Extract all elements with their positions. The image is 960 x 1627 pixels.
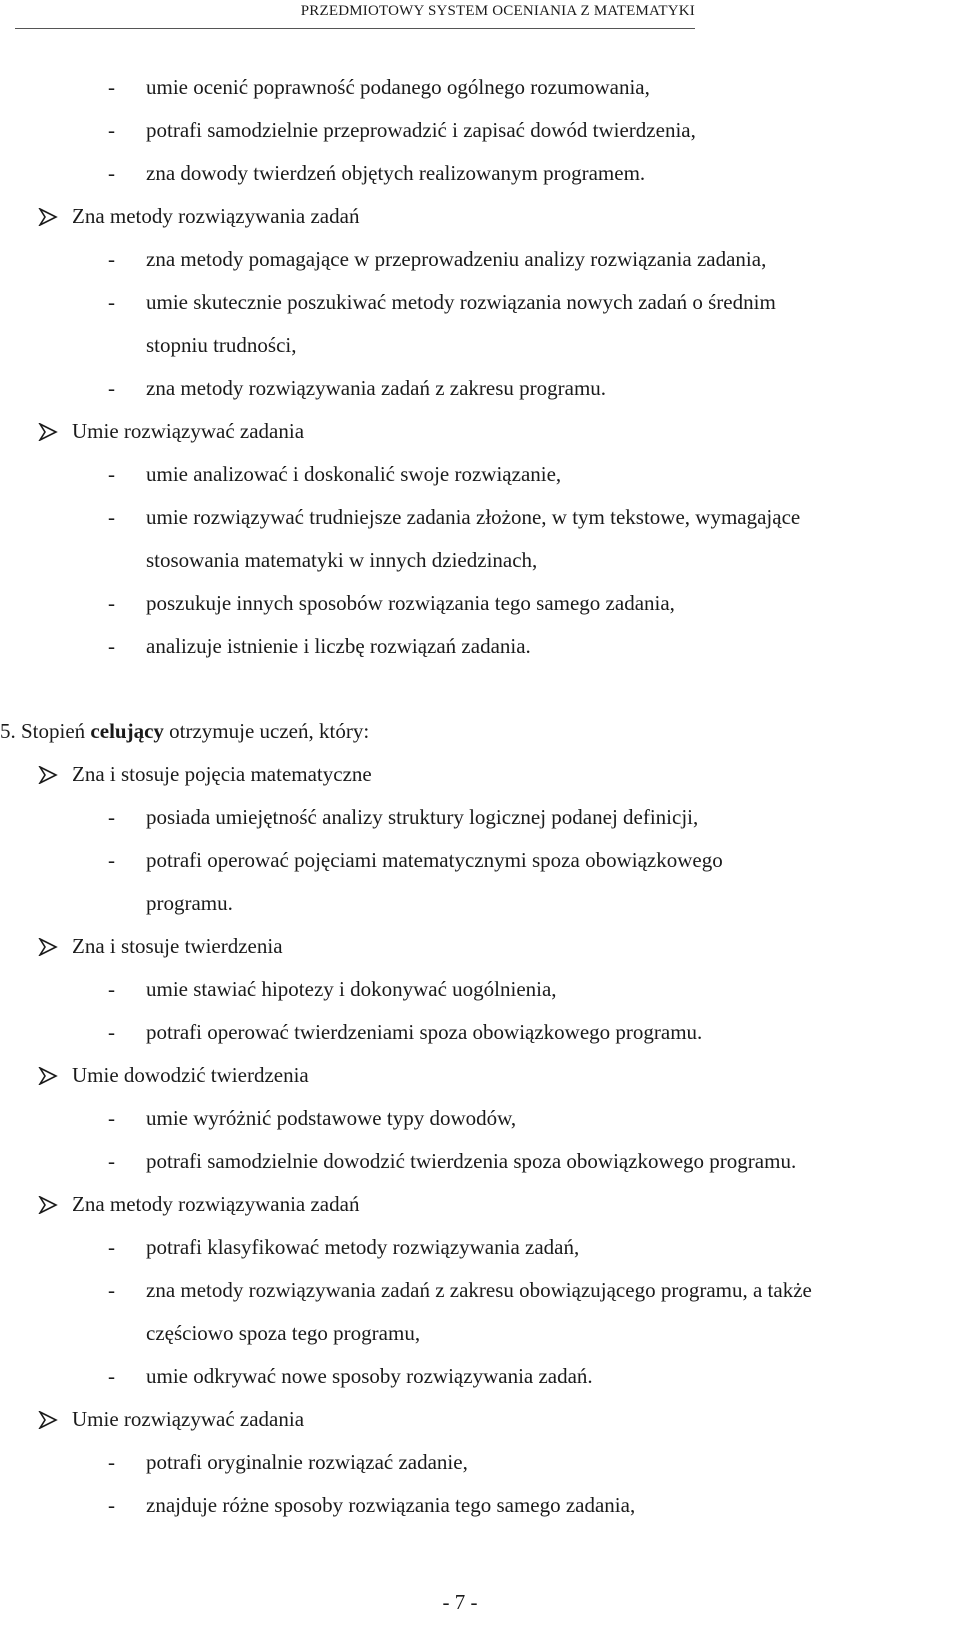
- arrow-bullet-icon: [38, 423, 58, 441]
- section-heading: Zna i stosuje twierdzenia: [0, 925, 960, 968]
- list-dash: -: [108, 1149, 115, 1173]
- list-item-continuation: programu.: [146, 891, 233, 915]
- page-number: - 7 -: [442, 1590, 478, 1614]
- list-dash: -: [108, 462, 115, 486]
- list-dash: -: [108, 1020, 115, 1044]
- list-item-continuation: stosowania matematyki w innych dziedzinach,: [146, 548, 538, 572]
- list-item: - potrafi samodzielnie dowodzić twierdzenia spoza obowiązkowego programu.: [0, 1140, 960, 1183]
- arrow-bullet-icon: [38, 1411, 58, 1429]
- arrow-bullet-icon: [38, 208, 58, 226]
- list-dash: -: [108, 290, 115, 314]
- section-heading: Zna i stosuje pojęcia matematyczne: [0, 753, 960, 796]
- arrow-bullet-icon: [38, 938, 58, 956]
- arrow-bullet-icon: [38, 1067, 58, 1085]
- list-item: - znajduje różne sposoby rozwiązania tego samego zadania,: [0, 1484, 960, 1527]
- list-dash: -: [108, 247, 115, 271]
- list-item: - potrafi oryginalnie rozwiązać zadanie,: [0, 1441, 960, 1484]
- list-dash: -: [108, 634, 115, 658]
- list-item: - potrafi operować pojęciami matematycznymi spoza obowiązkowego: [0, 839, 960, 882]
- section-heading: Umie dowodzić twierdzenia: [0, 1054, 960, 1097]
- list-item: - umie analizować i doskonalić swoje rozwiązanie,: [0, 453, 960, 496]
- list-item-continuation: częściowo spoza tego programu,: [146, 1321, 421, 1345]
- spacer: [0, 668, 960, 710]
- arrow-bullet-icon: [38, 766, 58, 784]
- section-heading: Umie rozwiązywać zadania: [0, 1398, 960, 1441]
- list-item: - umie odkrywać nowe sposoby rozwiązywania zadań.: [0, 1355, 960, 1398]
- list-dash: -: [108, 505, 115, 529]
- list-item: - umie stawiać hipotezy i dokonywać uogólnienia,: [0, 968, 960, 1011]
- list-item: - umie wyróżnić podstawowe typy dowodów,: [0, 1097, 960, 1140]
- list-item: - umie ocenić poprawność podanego ogólnego rozumowania,: [0, 66, 960, 109]
- list-dash: -: [108, 75, 115, 99]
- list-item: - poszukuje innych sposobów rozwiązania tego samego zadania,: [0, 582, 960, 625]
- list-dash: -: [108, 1235, 115, 1259]
- list-item: - umie rozwiązywać trudniejsze zadania złożone, w tym tekstowe, wymagające: [0, 496, 960, 539]
- page-content: [0, 66, 960, 1527]
- section-title: 5. Stopień celujący otrzymuje uczeń, który:: [0, 719, 370, 743]
- list-item: - potrafi operować twierdzeniami spoza obowiązkowego programu.: [0, 1011, 960, 1054]
- list-item: - zna metody rozwiązywania zadań z zakresu obowiązującego programu, a także: [0, 1269, 960, 1312]
- page-header: PRZEDMIOTOWY SYSTEM OCENIANIA Z MATEMATYKI: [15, 0, 695, 29]
- arrow-bullet-icon: [38, 1196, 58, 1214]
- section-heading: Zna metody rozwiązywania zadań: [0, 1183, 960, 1226]
- list-dash: -: [108, 848, 115, 872]
- list-item: - analizuje istnienie i liczbę rozwiązań zadania.: [0, 625, 960, 668]
- list-dash: -: [108, 376, 115, 400]
- section-number: 5.: [0, 719, 16, 743]
- list-dash: -: [108, 1278, 115, 1302]
- list-item: - potrafi samodzielnie przeprowadzić i zapisać dowód twierdzenia,: [0, 109, 960, 152]
- section-heading: Zna metody rozwiązywania zadań: [0, 195, 960, 238]
- list-dash: -: [108, 161, 115, 185]
- list-dash: -: [108, 1493, 115, 1517]
- list-dash: -: [108, 1364, 115, 1388]
- list-item: - zna dowody twierdzeń objętych realizowanym programem.: [0, 152, 960, 195]
- list-item-continuation: stopniu trudności,: [146, 333, 297, 357]
- list-dash: -: [108, 805, 115, 829]
- list-item: - posiada umiejętność analizy struktury logicznej podanej definicji,: [0, 796, 960, 839]
- section-heading: Umie rozwiązywać zadania: [0, 410, 960, 453]
- list-dash: -: [108, 118, 115, 142]
- grade-name: celujący: [90, 719, 164, 743]
- list-item: - zna metody pomagające w przeprowadzeniu analizy rozwiązania zadania,: [0, 238, 960, 281]
- list-dash: -: [108, 1106, 115, 1130]
- list-item: - potrafi klasyfikować metody rozwiązywania zadań,: [0, 1226, 960, 1269]
- list-item: - zna metody rozwiązywania zadań z zakresu programu.: [0, 367, 960, 410]
- list-dash: -: [108, 591, 115, 615]
- list-dash: -: [108, 1450, 115, 1474]
- list-item: - umie skutecznie poszukiwać metody rozwiązania nowych zadań o średnim: [0, 281, 960, 324]
- list-dash: -: [108, 977, 115, 1001]
